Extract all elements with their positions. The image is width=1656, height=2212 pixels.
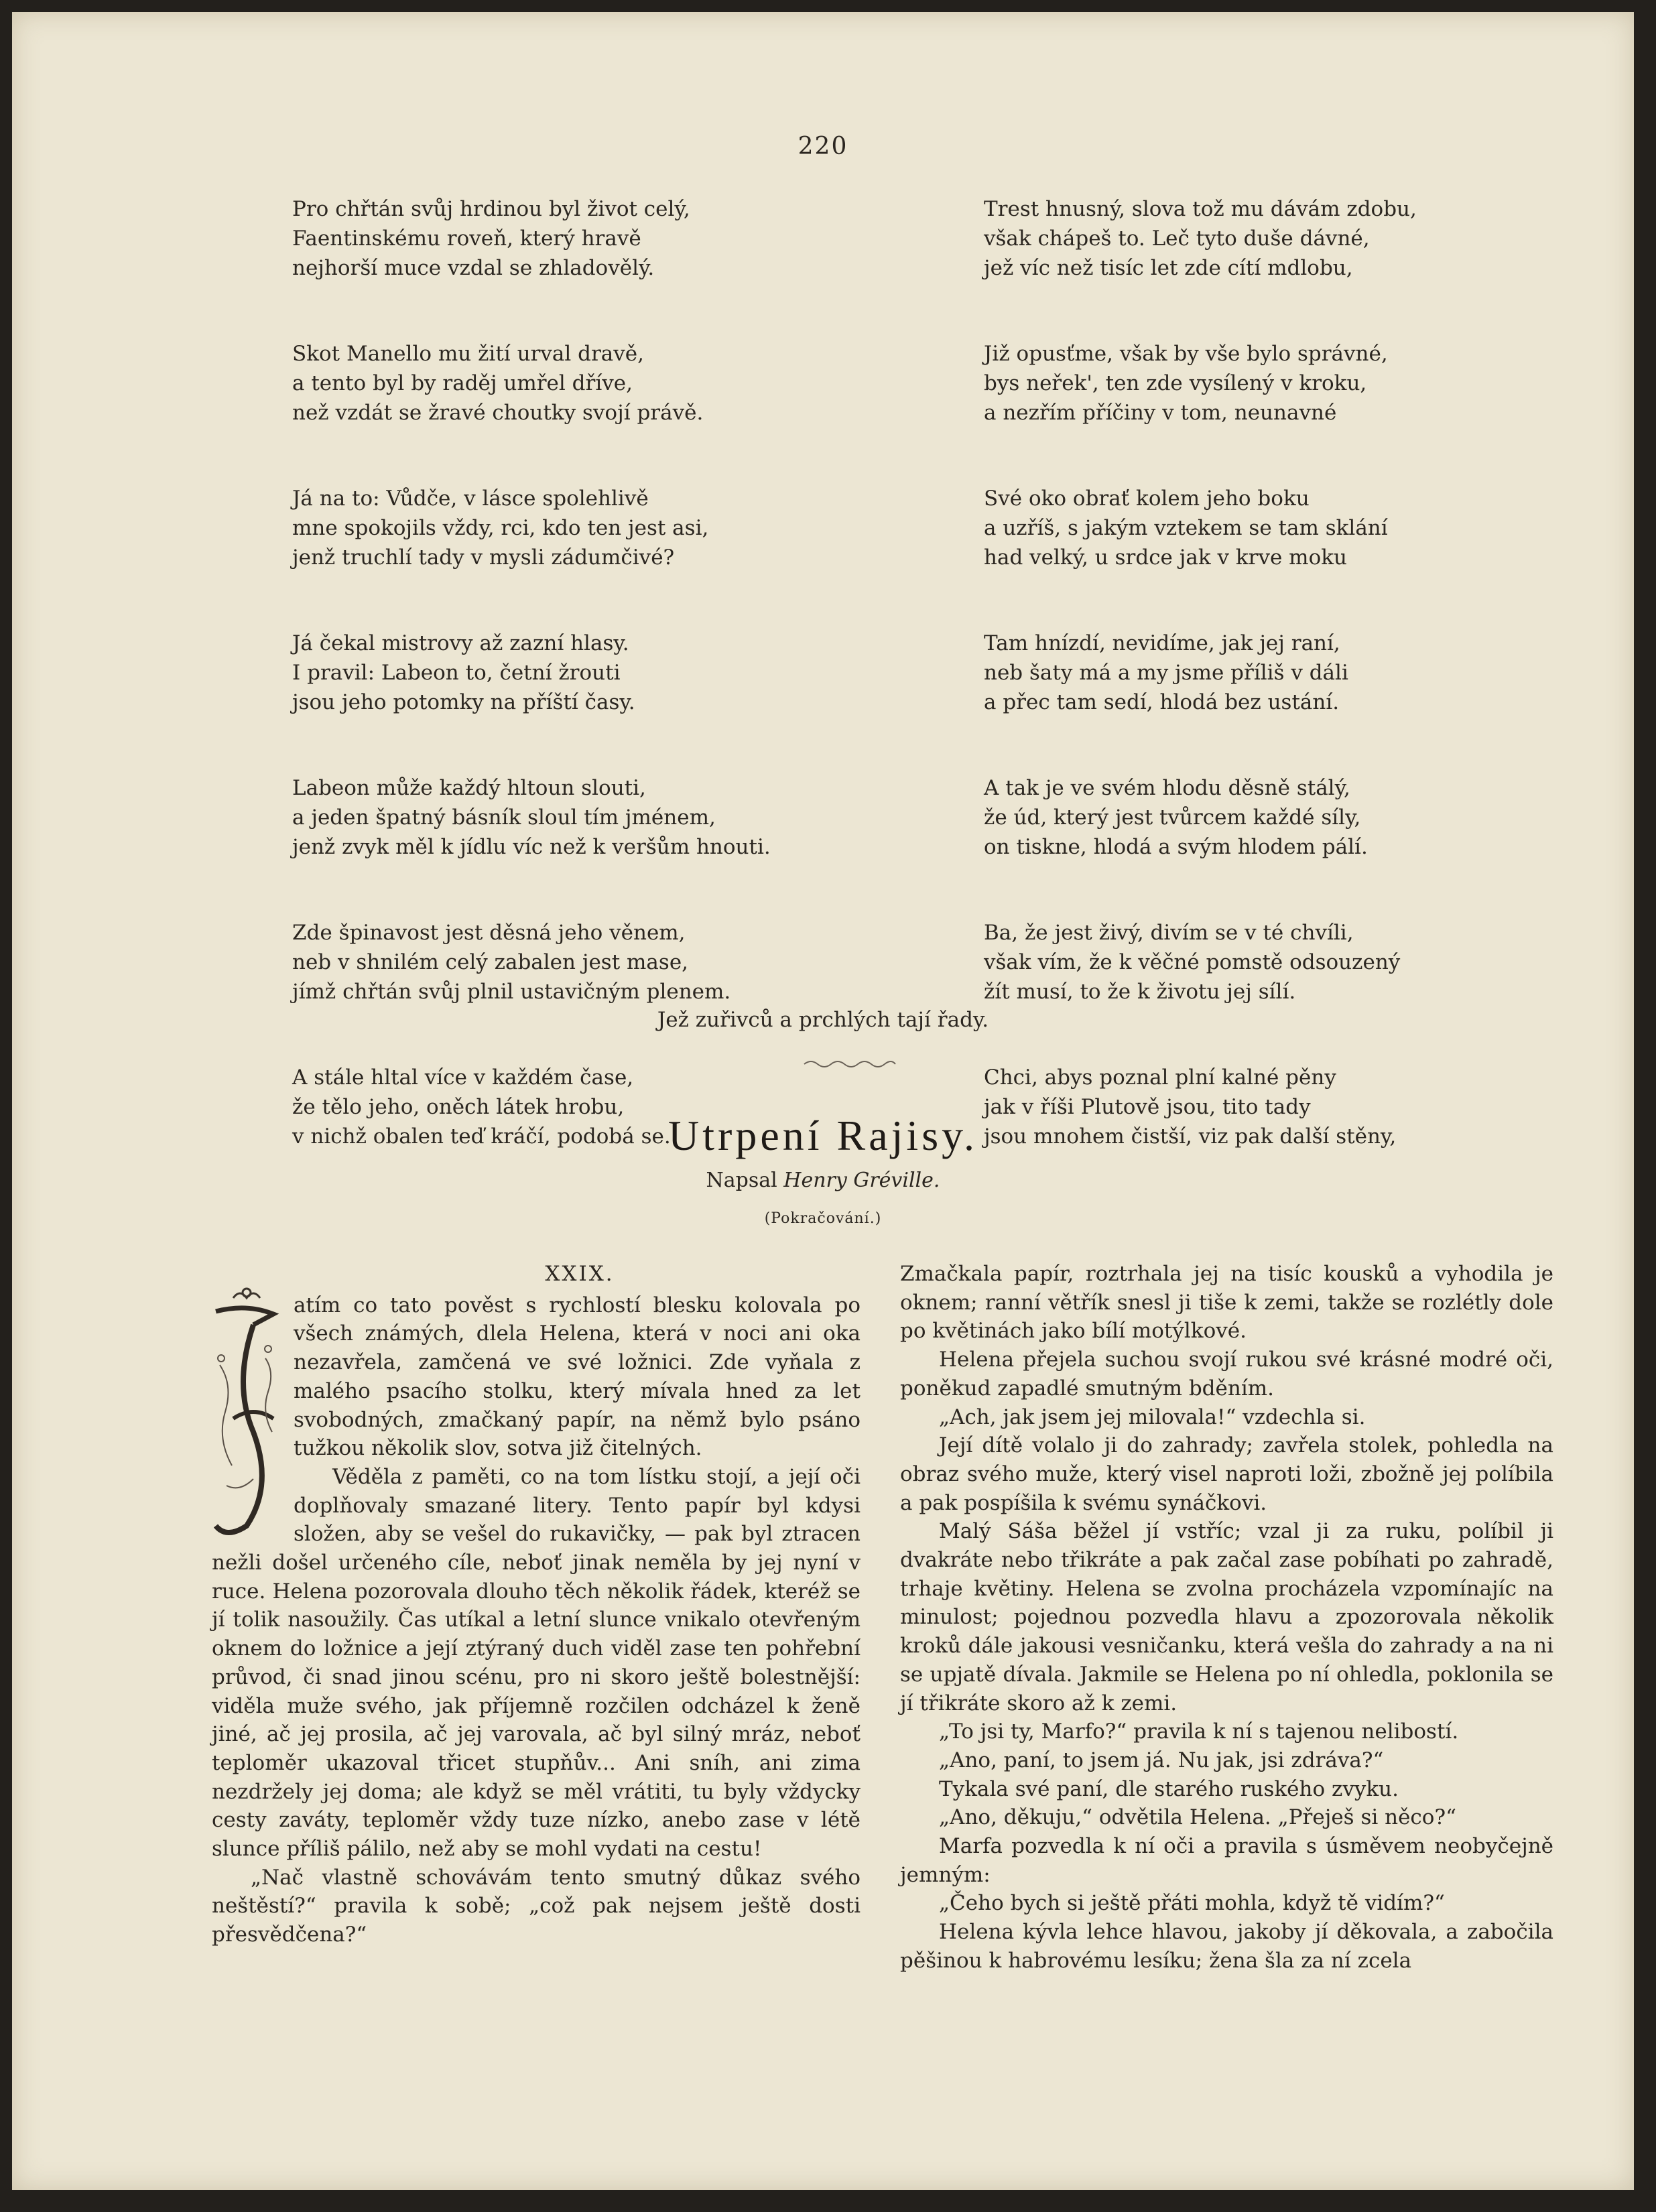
ornament-divider xyxy=(803,1057,897,1071)
paragraph: „Ano, děkuju,“ odvětila Helena. „Přeješ si něco?“ xyxy=(939,1805,1456,1830)
poem-line: Skot Manello mu žití urval dravě, xyxy=(292,342,644,366)
stanza xyxy=(984,629,1587,717)
paragraph: Malý Sáša běžel jí vstříc; vzal ji za ruku, políbil ji dvakráte nebo třikráte a pak začal zase pobíhati po zahradě, trhaje květiny. Helena se zvolna procházela vzpomínajíc na minulost; pojednou pozvedla hlavu a zpozorovala několik kroků dále jakousi vesničanku, která vešla do zahrady a na ni se upjatě dívala. Jakmile se Helena po ní ohledla, poklonila se jí třikráte skoro až k zemi. xyxy=(900,1519,1553,1715)
paragraph: Helena kývla lehce hlavou, jakoby jí děkovala, a zabočila pěšinou k habrovému lesíku; žena šla za ní zcela xyxy=(900,1920,1553,1973)
poem-line: a uzříš, s jakým vztekem se tam sklání xyxy=(984,516,1388,540)
paragraph: Marfa pozvedla k ní oči a pravila s úsměvem neobyčejně jemným: xyxy=(900,1834,1553,1887)
poem-line: Já na to: Vůdče, v lásce spolehlivě xyxy=(292,486,649,511)
poem-line: neb v shnilém celý zabalen jest mase, xyxy=(292,950,689,974)
stanza xyxy=(984,773,1587,862)
book-page xyxy=(12,12,1634,2190)
stanza xyxy=(984,194,1587,283)
poem-line: a tento byl by raděj umřel dříve, xyxy=(292,371,633,395)
poem-line: Již opusťme, však by vše bylo správné, xyxy=(984,342,1388,366)
stanza xyxy=(292,194,895,283)
poem-closing-line: Jež zuřivců a prchlých tají řady. xyxy=(657,1008,989,1032)
paragraph: Její dítě volalo ji do zahrady; zavřela stolek, pohledla na obraz svého muže, který visel naproti loži, zbožně jej políbila a pak pospíšila k svému synáčkovi. xyxy=(900,1433,1553,1515)
prose-left-column xyxy=(212,1260,861,1949)
paragraph: „Ano, paní, to jsem já. Nu jak, jsi zdráva?“ xyxy=(939,1748,1384,1772)
paragraph: „Čeho bych si ještě přáti mohla, když tě vidím?“ xyxy=(939,1891,1445,1916)
stanza xyxy=(292,339,895,428)
poem-line: nejhorší muce vzdal se zhladovělý. xyxy=(292,256,655,280)
poem-line: on tiskne, hlodá a svým hlodem pálí. xyxy=(984,835,1368,859)
poem-line: než vzdát se žravé choutky svojí právě. xyxy=(292,401,704,425)
poem-line: jak v říši Plutově jsou, tito tady xyxy=(984,1095,1311,1119)
poem-line: neb šaty má a my jsme příliš v dáli xyxy=(984,661,1348,685)
poem-line: jež víc než tisíc let zde cítí mdlobu, xyxy=(984,256,1353,280)
paragraph: Zmačkala papír, roztrhala jej na tisíc kousků a vyhodila je oknem; ranní větřík snesl ji tiše k zemi, takže se rozlétly dole po květinách jako bílí motýlkové. xyxy=(900,1262,1553,1344)
poem-line: bys neřek', ten zde vysílený v kroku, xyxy=(984,371,1367,395)
poem-left-column xyxy=(292,194,895,1208)
poem-right-column xyxy=(984,194,1587,1208)
poem-line: Ba, že jest živý, divím se v té chvíli, xyxy=(984,921,1354,945)
poem-line: Já čekal mistrovy až zazní hlasy. xyxy=(292,631,629,655)
ornamental-initial-z-icon xyxy=(206,1285,281,1545)
poem-line: Chci, abys poznal plní kalné pěny xyxy=(984,1065,1336,1090)
author-name: Henry Gréville. xyxy=(783,1169,940,1192)
chapter-heading: XXIX. xyxy=(545,1262,615,1286)
stanza xyxy=(984,918,1587,1006)
poem-line: a nezřím příčiny v tom, neunavné xyxy=(984,401,1337,425)
poem-line: jsou mnohem čistší, viz pak další stěny, xyxy=(984,1124,1397,1149)
poem-line: jenž zvyk měl k jídlu víc než k veršům hnouti. xyxy=(292,835,771,859)
stanza xyxy=(292,484,895,572)
paragraph: Helena přejela suchou svojí rukou své krásné modré oči, poněkud zapadlé smutným bděním. xyxy=(900,1348,1553,1401)
poem-line: Své oko obrať kolem jeho boku xyxy=(984,486,1310,511)
poem-line: Labeon může každý hltoun slouti, xyxy=(292,776,646,800)
page-number: 220 xyxy=(798,133,848,160)
byline-prefix: Napsal xyxy=(706,1169,777,1192)
poem-line: však chápeš to. Leč tyto duše dávné, xyxy=(984,226,1370,251)
poem-line: že tělo jeho, oněch látek hrobu, xyxy=(292,1095,625,1119)
paragraph: „To jsi ty, Marfo?“ pravila k ní s tajenou nelibostí. xyxy=(939,1719,1459,1744)
story-title: Utrpení Rajisy. xyxy=(668,1112,978,1159)
prose-right-column xyxy=(900,1260,1553,1975)
poem-line: a jeden špatný básník sloul tím jménem, xyxy=(292,805,716,830)
poem-line: mne spokojils vždy, rci, kdo ten jest asi, xyxy=(292,516,709,540)
poem-line: Zde špinavost jest děsná jeho věnem, xyxy=(292,921,686,945)
paragraph: „Nač vlastně schovávám tento smutný důkaz svého neštěstí?“ pravila k sobě; „což pak nejsem ještě dosti přesvědčena?“ xyxy=(212,1865,861,1947)
poem-line: jenž truchlí tady v mysli zádumčivé? xyxy=(292,545,675,570)
paragraph: „Ach, jak jsem jej milovala!“ vzdechla si. xyxy=(939,1405,1366,1429)
poem-line: jsou jeho potomky na příští časy. xyxy=(292,690,635,714)
stanza xyxy=(292,918,895,1006)
poem-line: Tam hnízdí, nevidíme, jak jej raní, xyxy=(984,631,1340,655)
poem-line: žít musí, to že k životu jej sílí. xyxy=(984,980,1296,1004)
poem-line: však vím, že k věčné pomstě odsouzený xyxy=(984,950,1401,974)
poem-line: Faentinskému roveň, který hravě xyxy=(292,226,641,251)
poem-line: a přec tam sedí, hlodá bez ustání. xyxy=(984,690,1340,714)
stanza xyxy=(984,484,1587,572)
stanza xyxy=(292,773,895,862)
poem-line: had velký, u srdce jak v krve moku xyxy=(984,545,1347,570)
paragraph: atím co tato pověst s rychlostí blesku kolovala po všech známých, dlela Helena, která v noci ani oka nezavřela, zamčená ve své ložnici. Zde vyňala z malého psacího stolku, který mívala hned za let svobodných, zmačkaný papír, na němž bylo psáno tužkou několik slov, sotva již čitelných. xyxy=(294,1293,861,1461)
poem-line: A stále hltal více v každém čase, xyxy=(292,1065,634,1090)
poem-line: Trest hnusný, slova tož mu dávám zdobu, xyxy=(984,197,1417,221)
poem-line: I pravil: Labeon to, četní žrouti xyxy=(292,661,621,685)
poem-line: A tak je ve svém hlodu děsně stálý, xyxy=(984,776,1350,800)
byline xyxy=(12,1169,1634,1192)
prose-left-body xyxy=(212,1291,861,1949)
stanza xyxy=(292,629,895,717)
poem-line: že úd, který jest tvůrcem každé síly, xyxy=(984,805,1361,830)
continued-note: (Pokračování.) xyxy=(764,1210,882,1227)
paragraph: Tykala své paní, dle starého ruského zvyku. xyxy=(939,1776,1399,1801)
stanza xyxy=(984,339,1587,428)
poem-line: jímž chřtán svůj plnil ustavičným plenem. xyxy=(292,980,731,1004)
poem-line: Pro chřtán svůj hrdinou byl život celý, xyxy=(292,197,690,221)
paragraph: Věděla z paměti, co na tom lístku stojí, a její oči doplňovaly smazané litery. Tento papír byl kdysi složen, aby se vešel do rukavičky, — pak byl ztracen nežli došel určeného cíle, neboť jinak neměla by jej nyní v ruce. Helena pozorovala dlouho těch několik řádek, kteréž se jí tolik nasoužily. Čas utíkal a letní slunce vnikalo otevřeným oknem do ložnice a její ztýraný duch viděl zase ten pohřební průvod, či snad jinou scénu, pro ni skoro ještě bolestnější: viděla muže svého, jak příjemně rozčilen odcházel k ženě jiné, ač jej prosila, ač jej varovala, ač byl silný mráz, neboť teploměr ukazoval třicet stupňův... Ani sníh, ani zima nezdržely jej doma; ale když se měl vrátiti, tu byly vždycky cesty zaváty, teploměr vždy tuze nízko, anebo zase v létě slunce příliš pálilo, než aby se mohl vydati na cestu! xyxy=(212,1464,861,1862)
poem-line: v nichž obalen teď kráčí, podobá se. xyxy=(292,1124,671,1149)
